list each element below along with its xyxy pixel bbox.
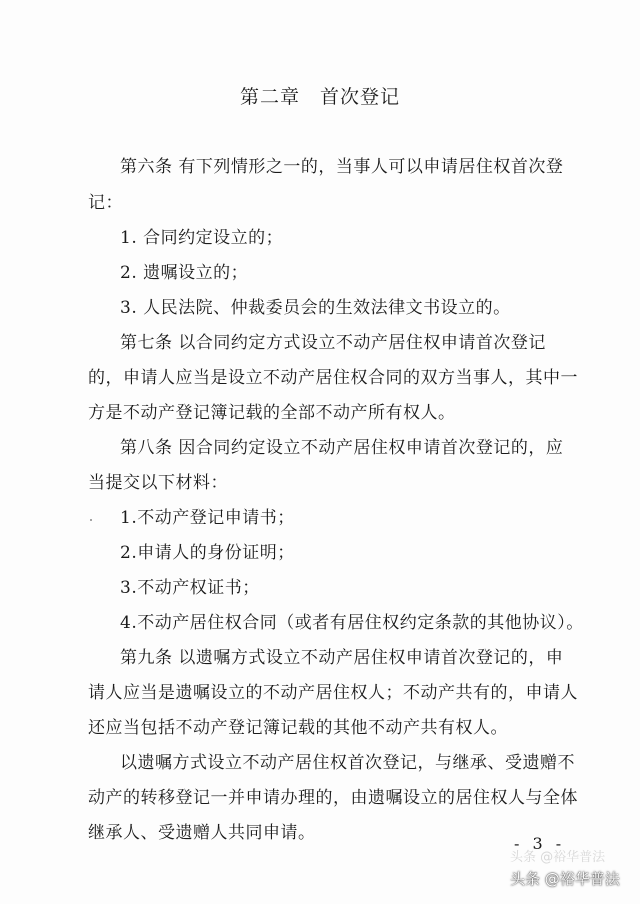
paragraph-line: 的，申请人应当是设立不动产居住权合同的双方当事人，其中一 [88, 368, 578, 388]
list-item: 4.不动产居住权合同（或者有居住权约定条款的其他协议）。 [120, 613, 584, 633]
paragraph-line: 第七条 以合同约定方式设立不动产居住权申请首次登记 [120, 333, 546, 353]
paragraph-line: 第九条 以遗嘱方式设立不动产居住权申请首次登记的，申 [120, 648, 564, 668]
paragraph-line: 请人应当是遗嘱设立的不动产居住权人；不动产共有的，申请人 [88, 683, 578, 703]
chapter-title: 第二章 首次登记 [239, 86, 400, 108]
watermark [510, 850, 620, 889]
paragraph-line: 第八条 因合同约定设立不动产居住权申请首次登记的，应 [120, 438, 564, 458]
watermark-faint: 头条 @裕华普法 [510, 850, 606, 865]
list-item: 1. 合同约定设立的； [120, 228, 284, 248]
list-item: 2.申请人的身份证明； [120, 543, 295, 563]
list-item: 3.不动产权证书； [120, 578, 260, 598]
paragraph-line: 还应当包括不动产登记簿记载的其他不动产共有权人。 [88, 718, 508, 738]
list-item: 3. 人民法院、仲裁委员会的生效法律文书设立的。 [120, 298, 511, 318]
watermark-text: 头条 @裕华普法 [510, 870, 620, 888]
paragraph-line: 记： [88, 193, 123, 213]
paragraph-line: 当提交以下材料： [88, 473, 228, 493]
paragraph-line: 继承人、受遗赠人共同申请。 [88, 823, 316, 843]
list-item: 1.不动产登记申请书； [120, 508, 295, 528]
list-item: 2. 遗嘱设立的； [120, 263, 249, 283]
paragraph-line: 以遗嘱方式设立不动产居住权首次登记，与继承、受遗赠不 [120, 753, 575, 773]
paragraph-line: 方是不动产登记簿记载的全部不动产所有权人。 [88, 403, 456, 423]
paragraph-line: 动产的转移登记一并申请办理的，由遗嘱设立的居住权人与全体 [88, 788, 578, 808]
page-number: - 3 - [514, 834, 566, 853]
paragraph-line: 第六条 有下列情形之一的，当事人可以申请居住权首次登 [120, 157, 564, 177]
scan-speck [90, 519, 92, 521]
